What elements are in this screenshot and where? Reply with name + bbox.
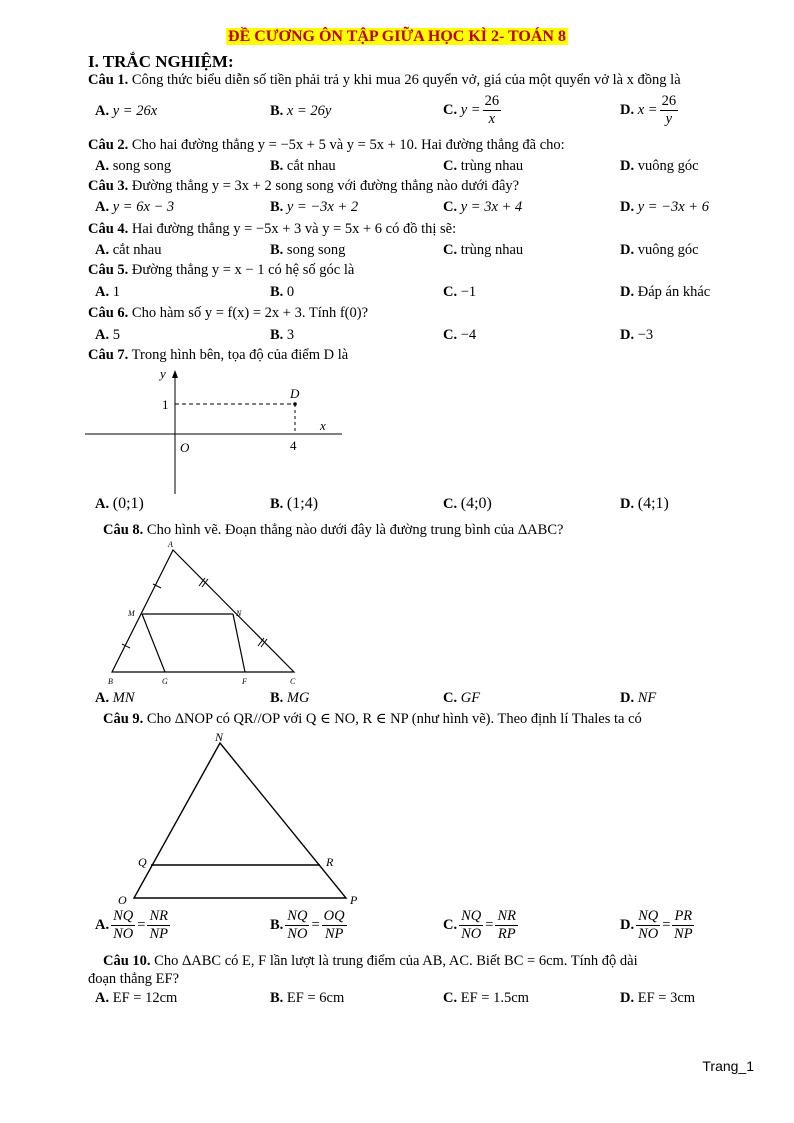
q5-option-b[interactable]: B. 0: [270, 284, 295, 300]
q2-option-a[interactable]: A. song song: [95, 158, 172, 174]
label-o: O: [118, 893, 127, 907]
q10-option-b[interactable]: B. EF = 6cm: [270, 990, 345, 1006]
label-r: R: [326, 855, 334, 869]
triangle-abc: [112, 550, 294, 672]
tick-4: 4: [290, 438, 297, 453]
q9-option-c[interactable]: C. $\frac{NQ}{NO}$ = $\frac{NR}{RP}$: [443, 908, 516, 942]
q7-option-b[interactable]: B. (1;4): [270, 495, 319, 512]
section-title: I. TRẮC NGHIỆM:: [88, 52, 234, 71]
q5-option-a[interactable]: A. 1: [95, 284, 120, 300]
label-b: B: [108, 677, 113, 686]
page-title: ĐỀ CƯƠNG ÔN TẬP GIỮA HỌC KÌ 2- TOÁN 8: [228, 28, 566, 45]
tick-1: 1: [162, 397, 169, 412]
point-d: [293, 402, 297, 406]
label-g: G: [162, 677, 168, 686]
segment-mg: [142, 614, 165, 672]
x-axis-label: x: [320, 418, 326, 433]
question-1: Câu 1. Công thức biểu diễn số tiền phải trả y khi mua 26 quyển vở, giá của một quyển vở là x đồng là: [88, 72, 681, 88]
q10-option-c[interactable]: C. EF = 1.5cm: [443, 990, 529, 1006]
label-q: Q: [138, 855, 147, 869]
q8-option-d[interactable]: D. NF: [620, 690, 657, 706]
q4-option-d[interactable]: D. vuông góc: [620, 242, 699, 258]
origin-label: O: [180, 440, 190, 455]
q4-option-c[interactable]: C. trùng nhau: [443, 242, 524, 258]
question-10: Câu 10. Cho ΔABC có E, F lần lượt là trung điểm của AB, AC. Biết BC = 6cm. Tính độ dài: [103, 953, 638, 969]
page-number: Trang_1: [702, 1058, 754, 1074]
question-9: Câu 9. Cho ΔNOP có QR//OP với Q ∈ NO, R ∈ NP (như hình vẽ). Theo định lí Thales ta có: [103, 711, 642, 727]
label-a: A: [168, 540, 173, 549]
label-n: N: [215, 730, 224, 744]
y-axis-arrow: [172, 370, 178, 378]
q5-option-d[interactable]: D. Đáp án khác: [620, 284, 711, 300]
q1-option-b[interactable]: B. x = 26y: [270, 103, 332, 119]
q2-option-c[interactable]: C. trùng nhau: [443, 158, 524, 174]
triangle-abc-figure: [100, 538, 305, 688]
q2-option-d[interactable]: D. vuông góc: [620, 158, 699, 174]
q5-option-c[interactable]: C. −1: [443, 284, 477, 300]
q8-option-b[interactable]: B. MG: [270, 690, 310, 706]
q3-option-a[interactable]: A. y = 6x − 3: [95, 199, 175, 215]
q7-option-d[interactable]: D. (4;1): [620, 495, 669, 512]
q6-option-a[interactable]: A. 5: [95, 327, 120, 343]
label-m: M: [128, 609, 135, 618]
q7-option-a[interactable]: A. (0;1): [95, 495, 144, 512]
q9-option-b[interactable]: B. $\frac{NQ}{NO}$ = $\frac{OQ}{NP}$: [270, 908, 345, 942]
question-5: Câu 5. Đường thẳng y = x − 1 có hệ số góc là: [88, 262, 355, 278]
q9-option-d[interactable]: D. $\frac{NQ}{NO}$ = $\frac{PR}{NP}$: [620, 908, 693, 942]
q3-option-c[interactable]: C. y = 3x + 4: [443, 199, 523, 215]
q10-option-a[interactable]: A. EF = 12cm: [95, 990, 178, 1006]
q8-option-a[interactable]: A. MN: [95, 690, 135, 706]
q9-option-a[interactable]: A. $\frac{NQ}{NO}$ = $\frac{NR}{NP}$: [95, 908, 168, 942]
question-4: Câu 4. Hai đường thẳng y = −5x + 3 và y = 5x + 6 có đồ thị sẽ:: [88, 221, 457, 237]
q6-option-d[interactable]: D. −3: [620, 327, 654, 343]
question-8: Câu 8. Cho hình vẽ. Đoạn thẳng nào dưới đây là đường trung bình của ΔABC?: [103, 522, 564, 538]
question-2: Câu 2. Cho hai đường thẳng y = −5x + 5 và y = 5x + 10. Hai đường thẳng đã cho:: [88, 137, 565, 153]
q3-option-d[interactable]: D. y = −3x + 6: [620, 199, 709, 215]
label-n: N: [236, 609, 242, 618]
q8-option-c[interactable]: C. GF: [443, 690, 481, 706]
q1-option-d[interactable]: D. x = $\frac{26}{y}$: [620, 93, 677, 127]
question-6: Câu 6. Cho hàm số y = f(x) = 2x + 3. Tính f(0)?: [88, 305, 369, 321]
triangle-nop: [134, 743, 346, 898]
q1-option-c[interactable]: C. y = $\frac{26}{x}$: [443, 93, 500, 127]
question-3: Câu 3. Đường thẳng y = 3x + 2 song song với đường thẳng nào dưới đây?: [88, 178, 520, 194]
q1-option-a[interactable]: A. y = 26x: [95, 103, 158, 119]
q4-option-b[interactable]: B. song song: [270, 242, 346, 258]
question-7: Câu 7. Trong hình bên, tọa độ của điểm D là: [88, 347, 349, 363]
label-f: F: [242, 677, 247, 686]
q6-option-b[interactable]: B. 3: [270, 327, 295, 343]
question-10-cont: đoạn thẳng EF?: [88, 971, 180, 987]
y-axis-label: y: [160, 366, 166, 381]
point-d-label: D: [290, 386, 300, 401]
q3-option-b[interactable]: B. y = −3x + 2: [270, 199, 359, 215]
label-c: C: [290, 677, 296, 686]
q4-option-a[interactable]: A. cắt nhau: [95, 242, 162, 258]
label-p: P: [350, 893, 358, 907]
q7-option-c[interactable]: C. (4;0): [443, 495, 492, 512]
segment-nf: [233, 614, 245, 672]
q6-option-c[interactable]: C. −4: [443, 327, 477, 343]
q10-option-d[interactable]: D. EF = 3cm: [620, 990, 696, 1006]
coordinate-figure: [80, 362, 350, 497]
triangle-nop-figure: [110, 728, 360, 908]
q2-option-b[interactable]: B. cắt nhau: [270, 158, 336, 174]
